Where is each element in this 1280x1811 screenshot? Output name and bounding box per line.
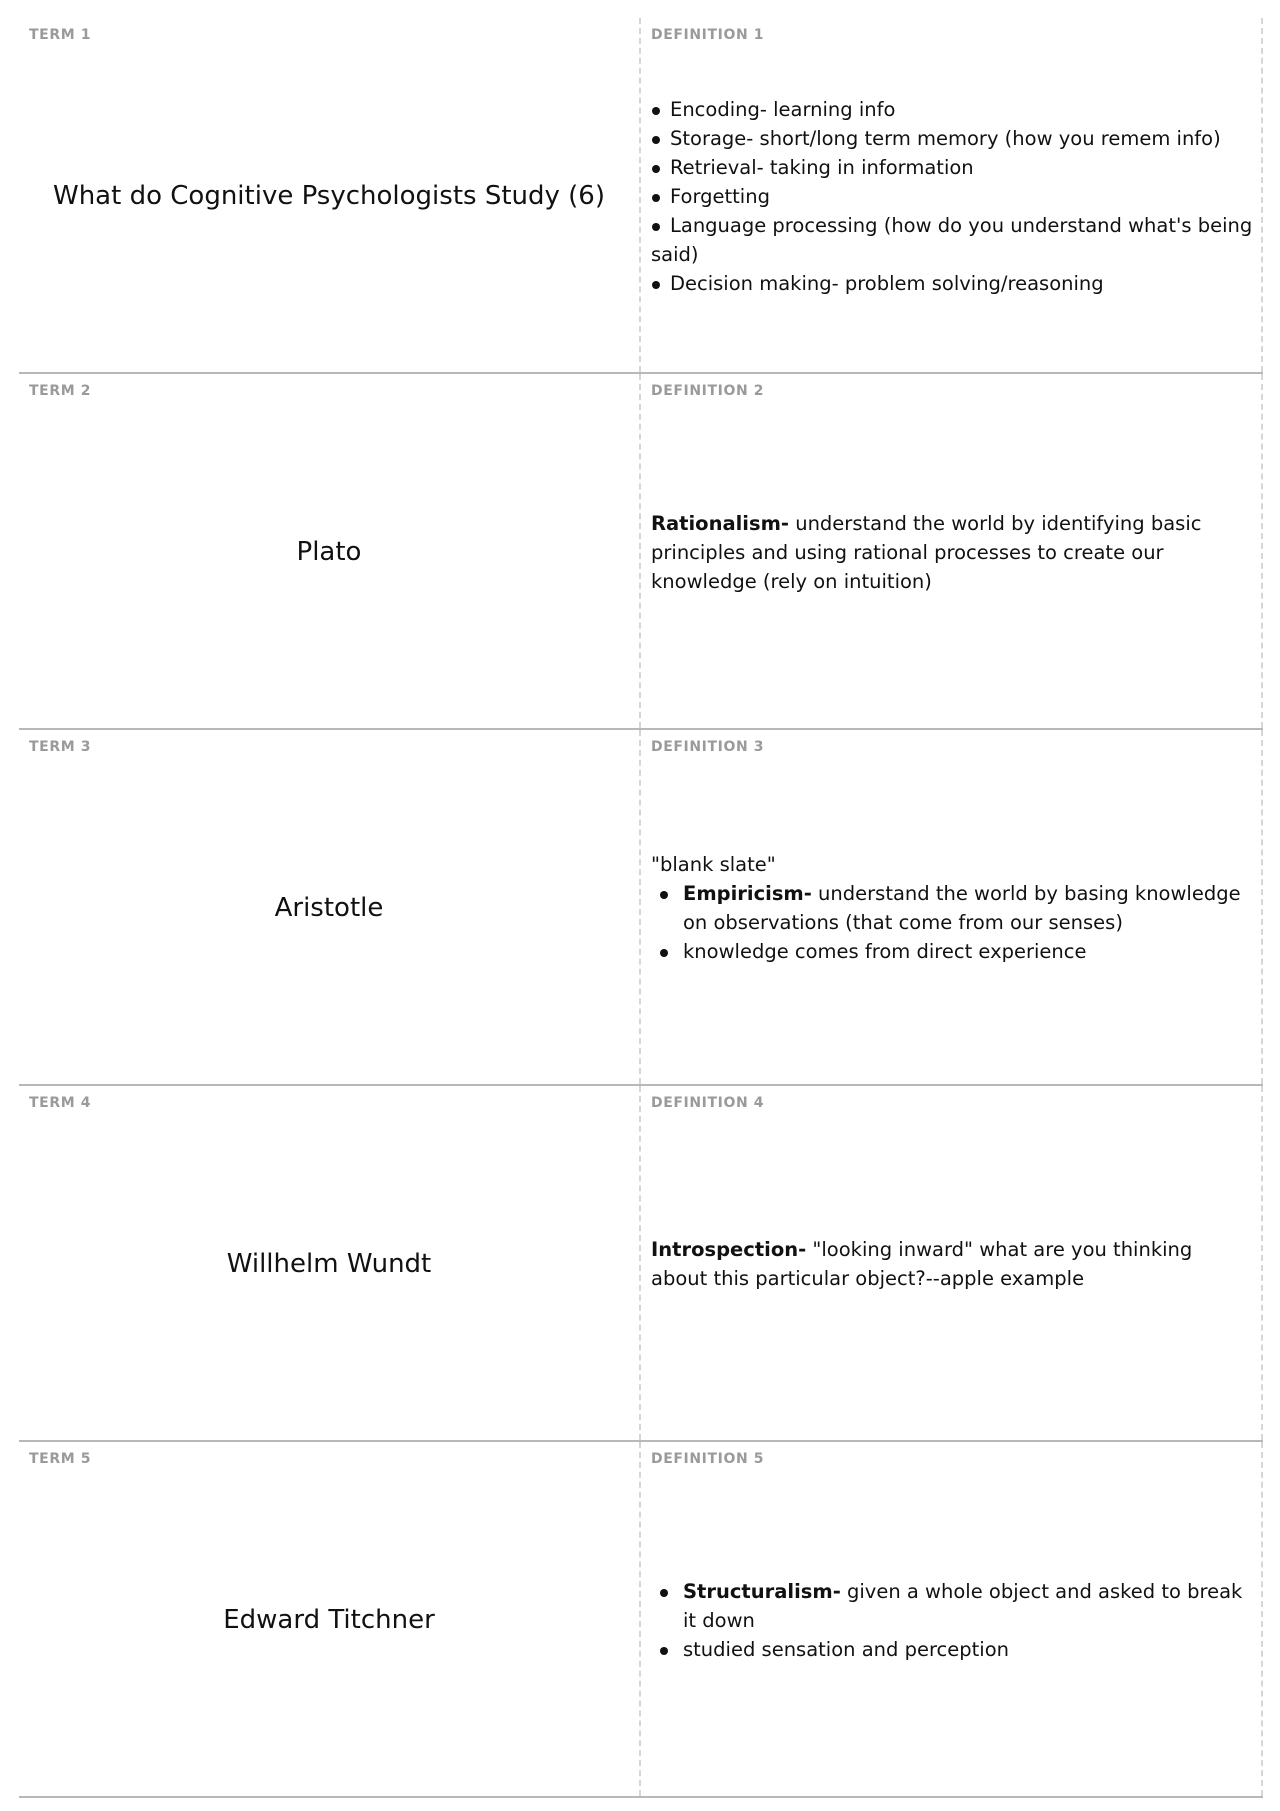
definition-body <box>651 1442 1253 1796</box>
definition-list <box>651 1577 1253 1664</box>
definition-text <box>651 509 1253 596</box>
definition-label: DEFINITION 2 <box>651 383 765 399</box>
definition-body <box>651 730 1253 1084</box>
definition-keyword: Introspection- <box>651 1238 807 1261</box>
list-item <box>651 1635 1253 1664</box>
definition-cell <box>641 18 1263 372</box>
definition-cell <box>641 374 1263 728</box>
definition-label: DEFINITION 3 <box>651 739 765 755</box>
definition-intro: "blank slate" <box>651 853 776 876</box>
term-label: TERM 4 <box>29 1095 92 1111</box>
list-item: Decision making- problem solving/reasoning <box>651 269 1253 298</box>
term-label: TERM 3 <box>29 739 92 755</box>
term-text: What do Cognitive Psychologists Study (6) <box>53 181 605 211</box>
term-cell <box>19 18 641 372</box>
definition-list <box>651 95 1253 298</box>
definition-label: DEFINITION 1 <box>651 27 765 43</box>
term-text: Edward Titchner <box>223 1605 435 1635</box>
definition-label: DEFINITION 4 <box>651 1095 765 1111</box>
list-item: Language processing (how do you understand what's being said) <box>651 211 1253 269</box>
flashcard-row <box>19 1086 1263 1442</box>
definition-body <box>651 1086 1253 1440</box>
term-cell <box>19 1086 641 1440</box>
list-item <box>651 1577 1253 1635</box>
flashcard-sheet <box>19 18 1263 1798</box>
term-text: Willhelm Wundt <box>226 1249 432 1279</box>
definition-keyword: Structuralism- <box>683 1579 841 1603</box>
definition-label: DEFINITION 5 <box>651 1451 765 1467</box>
term-text: Aristotle <box>274 893 384 923</box>
term-text: Plato <box>296 537 362 567</box>
definition-keyword: Empiricism- <box>683 882 812 905</box>
definition-list <box>651 879 1253 966</box>
definition-description: studied sensation and perception <box>683 1637 1010 1661</box>
term-cell <box>19 374 641 728</box>
flashcard-row <box>19 1442 1263 1798</box>
list-item: Forgetting <box>651 182 1253 211</box>
definition-cell <box>641 1086 1263 1440</box>
term-label: TERM 5 <box>29 1451 92 1467</box>
list-item <box>651 879 1253 937</box>
definition-text <box>651 1235 1253 1293</box>
definition-body <box>651 374 1253 728</box>
definition-description: understand the world by basing knowledge on observations (that come from our senses) <box>683 882 1241 934</box>
term-cell <box>19 730 641 1084</box>
term-label: TERM 2 <box>29 383 92 399</box>
flashcard-row <box>19 730 1263 1086</box>
definition-description: knowledge comes from direct experience <box>683 940 1087 963</box>
term-label: TERM 1 <box>29 27 92 43</box>
flashcard-row <box>19 374 1263 730</box>
definition-keyword: Rationalism- <box>651 511 790 535</box>
definition-description: given a whole object and asked to break it down <box>683 1579 1243 1632</box>
flashcard-row <box>19 18 1263 374</box>
term-cell <box>19 1442 641 1796</box>
definition-body <box>651 18 1253 372</box>
list-item: Storage- short/long term memory (how you remem info) <box>651 124 1253 153</box>
list-item: Retrieval- taking in information <box>651 153 1253 182</box>
definition-cell <box>641 1442 1263 1796</box>
definition-description: understand the world by identifying basic principles and using rational processes to create our knowledge (rely on intuition) <box>651 511 1202 593</box>
list-item <box>651 937 1253 966</box>
definition-description: "looking inward" what are you thinking about this particular object?--apple example <box>651 1238 1193 1290</box>
list-item: Encoding- learning info <box>651 95 1253 124</box>
definition-cell <box>641 730 1263 1084</box>
